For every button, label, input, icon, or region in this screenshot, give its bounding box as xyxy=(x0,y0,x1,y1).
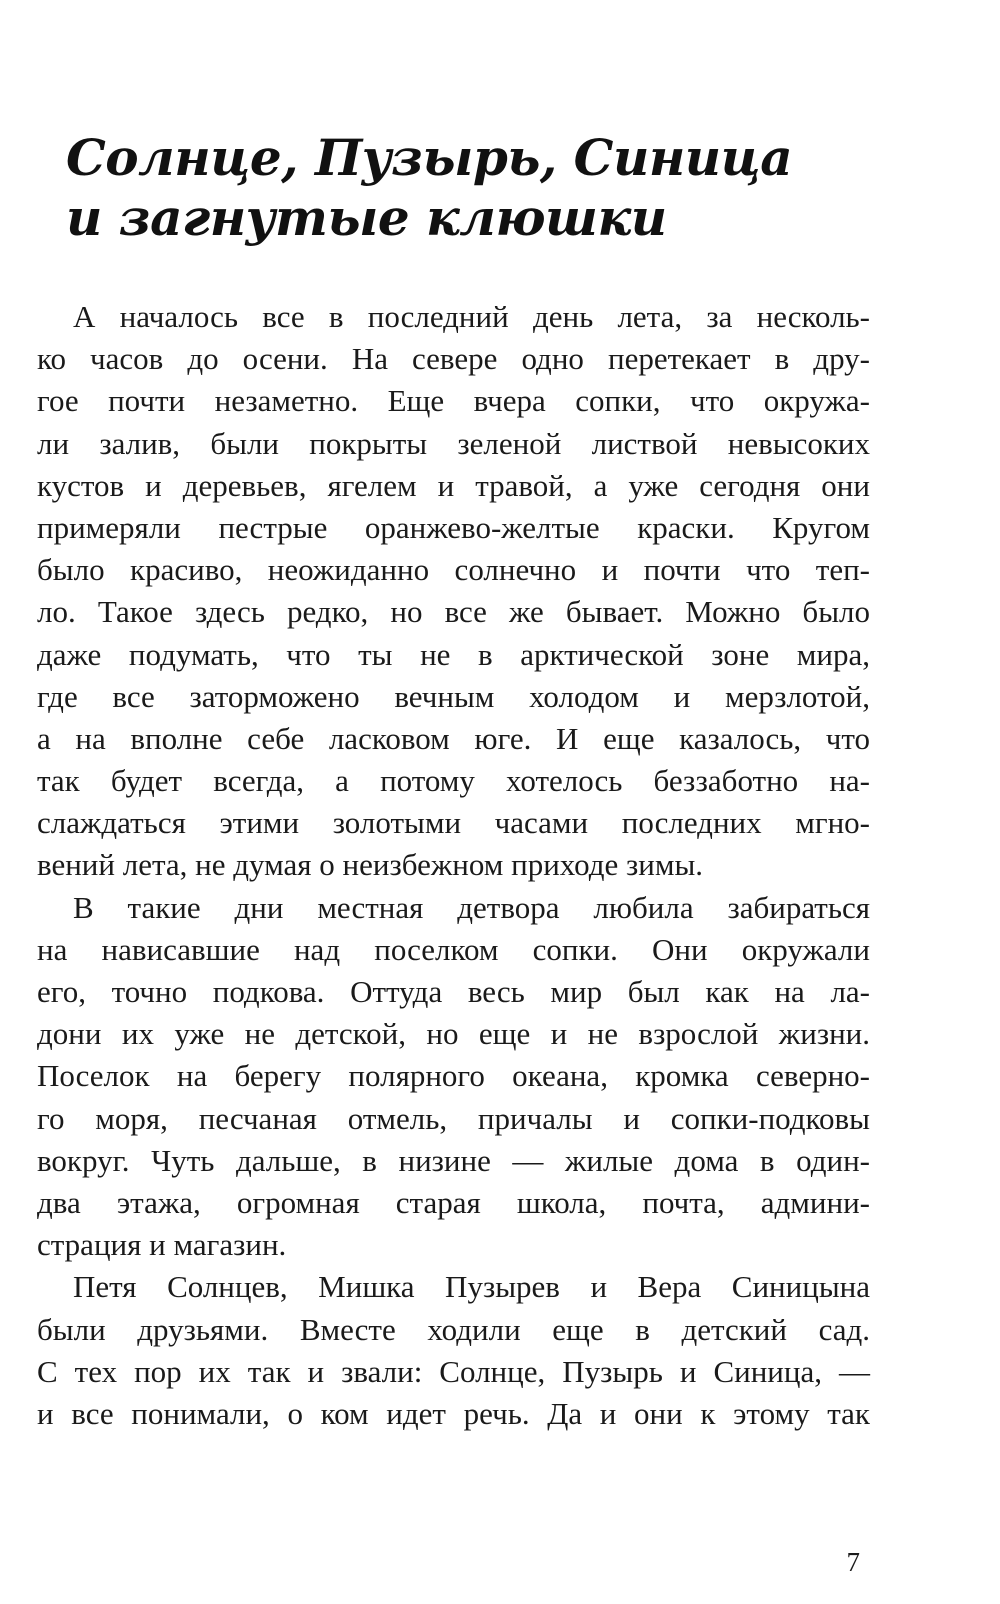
text-line: гое почти незаметно. Еще вчера сопки, что окружа- xyxy=(37,383,870,419)
text-line: вокруг. Чуть дальше, в низине — жилые дома в один- xyxy=(37,1142,870,1178)
text-line: даже подумать, что ты не в арктической зоне мира, xyxy=(37,636,870,672)
text-line: ло. Такое здесь редко, но все же бывает. Можно было xyxy=(37,594,870,630)
text-line: го моря, песчаная отмель, причалы и сопки-подковы xyxy=(37,1100,870,1136)
text-line: его, точно подкова. Оттуда весь мир был как на ла- xyxy=(37,974,870,1009)
text-line: слаждаться этими золотыми часами последних мгно- xyxy=(37,805,870,841)
chapter-title-line: Солнце, Пузырь, Синица xyxy=(66,128,793,187)
text-line: кустов и деревьев, ягелем и травой, а уже сегодня они xyxy=(37,467,870,503)
text-line: было красиво, неожиданно солнечно и почти что теп- xyxy=(37,552,870,588)
text-line: ли залив, были покрыты зеленой листвой невысоких xyxy=(37,425,870,461)
text-line: вений лета, не думая о неизбежном приходе зимы. xyxy=(37,847,704,883)
body-text xyxy=(37,296,870,1435)
text-line: были друзьями. Вместе ходили еще в детский сад. xyxy=(37,1311,870,1347)
text-line: дони их уже не детской, но еще и не взрослой жизни. xyxy=(37,1016,870,1052)
text-line: два этажа, огромная старая школа, почта, админи- xyxy=(37,1184,870,1220)
text-line: примеряли пестрые оранжево-желтые краски. Кругом xyxy=(37,509,870,545)
text-line: Поселок на берегу полярного океана, кромка северно- xyxy=(37,1058,870,1094)
text-line: А началось все в последний день лета, за несколь- xyxy=(73,299,870,334)
text-line: страция и магазин. xyxy=(37,1227,287,1263)
text-line: где все заторможено вечным холодом и мерзлотой, xyxy=(37,678,870,714)
text-line: так будет всегда, а потому хотелось беззаботно на- xyxy=(37,763,870,799)
paragraph xyxy=(37,1266,870,1435)
page-number: 7 xyxy=(846,1547,860,1577)
chapter-title-line: и загнутые клюшки xyxy=(66,188,667,247)
text-line: а на вполне себе ласковом юге. И еще казалось, что xyxy=(37,720,870,756)
text-line: на нависавшие над поселком сопки. Они окружали xyxy=(37,931,870,967)
text-line: Петя Солнцев, Мишка Пузырев и Вера Синицына xyxy=(73,1269,870,1305)
text-line: ко часов до осени. На севере одно перетекает в дру- xyxy=(37,341,870,377)
chapter-title xyxy=(66,128,926,248)
text-line: С тех пор их так и звали: Солнце, Пузырь и Синица, — xyxy=(37,1353,870,1389)
paragraph xyxy=(37,887,870,1267)
text-line: и все понимали, о ком идет речь. Да и они к этому так xyxy=(37,1395,870,1431)
paragraph xyxy=(37,296,870,887)
text-line: В такие дни местная детвора любила забираться xyxy=(73,889,870,925)
